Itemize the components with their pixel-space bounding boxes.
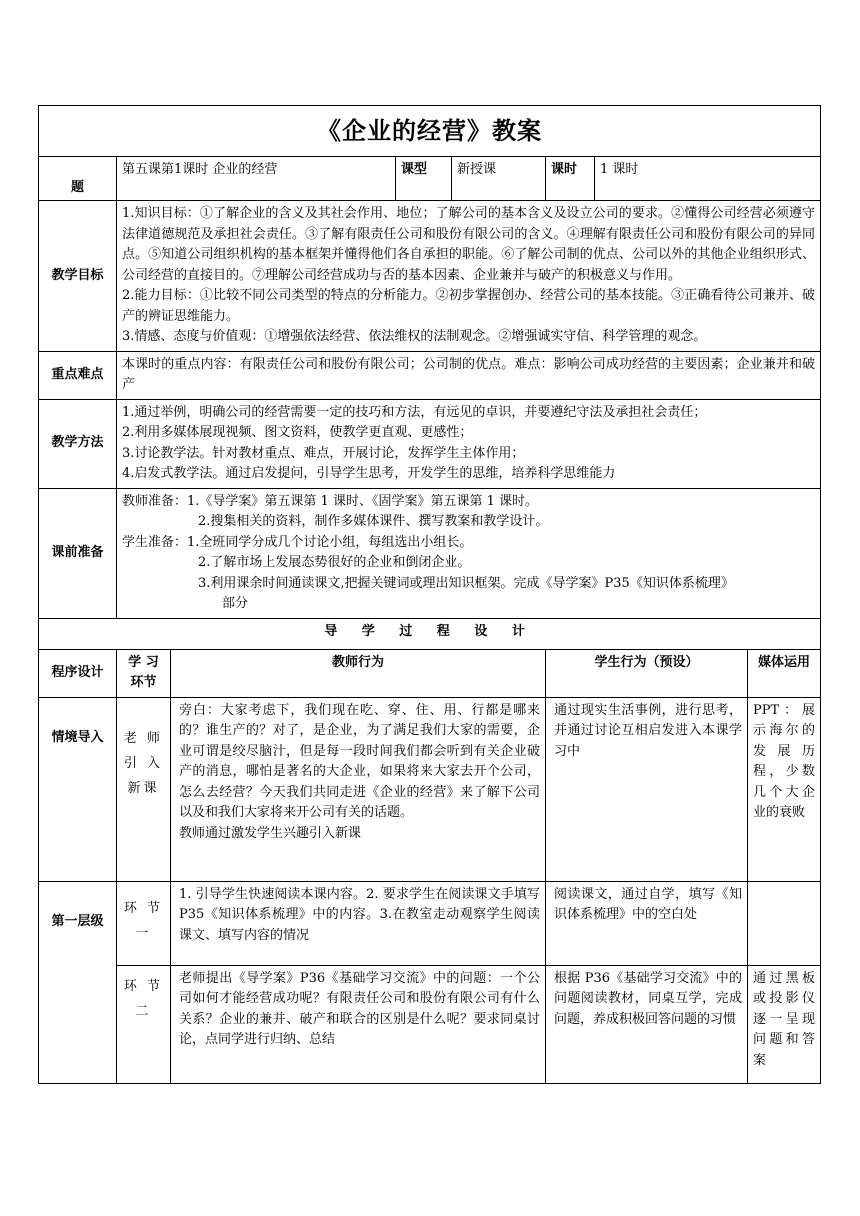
student-prep-3b: 部分 [222, 596, 249, 611]
teacher-prep-2: 2.搜集相关的资料，制作多媒体课件、撰写教案和教学设计。 [198, 514, 549, 529]
student-prep-2: 2.了解市场上发展态势很好的企业和倒闭企业。 [198, 555, 471, 570]
objectives-content [117, 201, 821, 352]
table-row [39, 697, 821, 881]
stage-cell: 老 师 引 入 新课 [117, 697, 171, 881]
teacher-cell [171, 697, 546, 881]
methods-label: 教学方法 [39, 399, 117, 488]
key-points-label: 重点难点 [39, 351, 117, 399]
preparation-label: 课前准备 [39, 488, 117, 618]
teacher-cell: 老师提出《导学案》P36《基础学习交流》中的问题：一个公司如何才能经营成功呢？有限责任公司和股份有限公司有什么关系？企业的兼并、破产和联合的区别是什么呢？要求同桌讨论，点同学进行归纳、总结 [171, 965, 546, 1083]
program-cell: 第一层级 [39, 881, 117, 1083]
teacher-prep-1: 教师准备：1.《导学案》第五课第 1 课时、《固学案》第五课第 1 课时。 [122, 493, 538, 509]
media-cell [748, 881, 821, 965]
teacher-narration: 旁白：大家考虑下，我们现在吃、穿、住、用、行都是哪来的？谁生产的？对了，是企业，为了满足我们大家的需要，企业可谓是绞尽脑汁，但是每一段时间我们都会听到有关企业破产的消息，哪怕是著名的大企业，如果将来大家去开个公司，怎么去经营？今天我们共同走进《企业的经营》来了解下公司以及和我们大家将来开公司有关的话题。 [179, 702, 540, 820]
topic-label-cell [39, 157, 117, 201]
col-header-media: 媒体运用 [748, 649, 821, 697]
objective-ability: 2.能力目标：①比较不同公司类型的特点的分析能力。②初步掌握创办、经营公司的基本技能。③正确看待公司兼并、破产的辨证思维能力。 [122, 288, 816, 324]
page-title: 《企业的经营》教案 [39, 106, 821, 157]
method-item: 2.利用多媒体展现视频、图文资料，使教学更直观、更感性； [122, 425, 473, 440]
lesson-plan-table [38, 105, 821, 1084]
objectives-label: 教学目标 [39, 201, 117, 352]
preparation-content [117, 488, 821, 618]
hours-value: 1 课时 [595, 157, 821, 201]
col-header-program: 程序设计 [39, 649, 117, 697]
hours-label: 课时 [546, 157, 595, 201]
method-item: 1.通过举例，明确公司的经营需要一定的技巧和方法，有远见的卓识，并要遵纪守法及承担社会责任； [122, 404, 707, 420]
stage-cell: 环 节 二 [117, 965, 171, 1083]
stage-cell: 环 节 一 [117, 881, 171, 965]
student-cell: 通过现实生活事例，进行思考，并通过讨论互相启发进入本课学习中 [546, 697, 748, 881]
media-cell: 通过黑板或投影仪逐一呈现问题和答案 [748, 965, 821, 1083]
col-header-stage: 学 习 环节 [117, 649, 171, 697]
media-cell: PPT：展示海尔的发展历程，少数几个大企业的衰败 [748, 697, 821, 881]
type-value: 新授课 [452, 157, 546, 201]
objective-knowledge: 1.知识目标：①了解企业的含义及其社会作用、地位；了解公司的基本含义及设立公司的要求。②懂得公司经营必须遵守法律道德规范及承担社会责任。③了解有限责任公司和股份有限公司的含义。④理解有限责任公司和股份有限公司的异同点。⑤知道公司组织机构的基本框架并懂得他们各自承担的职能。⑥了解公司制的优点、公司以外的其他企业组织形式、公司经营的直接目的。⑦理解公司经营成功与否的基本因素、企业兼并与破产的积极意义与作用。 [122, 206, 816, 283]
student-prep-3: 3.利用课余时间通读课文,把握关键词或理出知识框架。完成《导学案》P35《知识体系梳理》 [198, 575, 734, 591]
method-item: 3.讨论教学法。针对教材重点、难点，开展讨论，发挥学生主体作用； [122, 445, 525, 461]
key-points-content: 本课时的重点内容：有限责任公司和股份有限公司；公司制的优点。难点：影响公司成功经营的主要因素；企业兼并和破产 [117, 351, 821, 399]
method-item: 4.启发式教学法。通过启发提问，引导学生思考，开发学生的思维，培养科学思维能力 [122, 466, 616, 481]
objective-values: 3.情感、态度与价值观：①增强依法经营、依法维权的法制观念。②增强诚实守信、科学管理的观念。 [122, 329, 707, 344]
table-row [39, 881, 821, 965]
topic-value: 第五课第1课时 企业的经营 [117, 157, 396, 201]
topic-label: 题 [70, 179, 84, 195]
type-label: 课型 [396, 157, 452, 201]
table-row [39, 965, 821, 1083]
methods-content [117, 399, 821, 488]
col-header-student: 学生行为（预设） [546, 649, 748, 697]
teacher-note: 教师通过激发学生兴趣引入新课 [179, 825, 362, 841]
col-header-teacher: 教师行为 [171, 649, 546, 697]
student-cell: 阅读课文，通过自学，填写《知识体系梳理》中的空白处 [546, 881, 748, 965]
student-prep-1: 学生准备：1.全班同学分成几个讨论小组，每组选出小组长。 [122, 534, 473, 550]
teacher-cell: 1. 引导学生快速阅读本课内容。2. 要求学生在阅读课文手填写 P35《知识体系梳理》中的内容。3.在教室走动观察学生阅读课文、填写内容的情况 [171, 881, 546, 965]
process-title: 导 学 过 程 设 计 [39, 618, 821, 649]
student-cell: 根据 P36《基础学习交流》中的问题阅读教材，同桌互学，完成问题，养成积极回答问题的习惯 [546, 965, 748, 1083]
program-cell: 情境导入 [39, 697, 117, 881]
